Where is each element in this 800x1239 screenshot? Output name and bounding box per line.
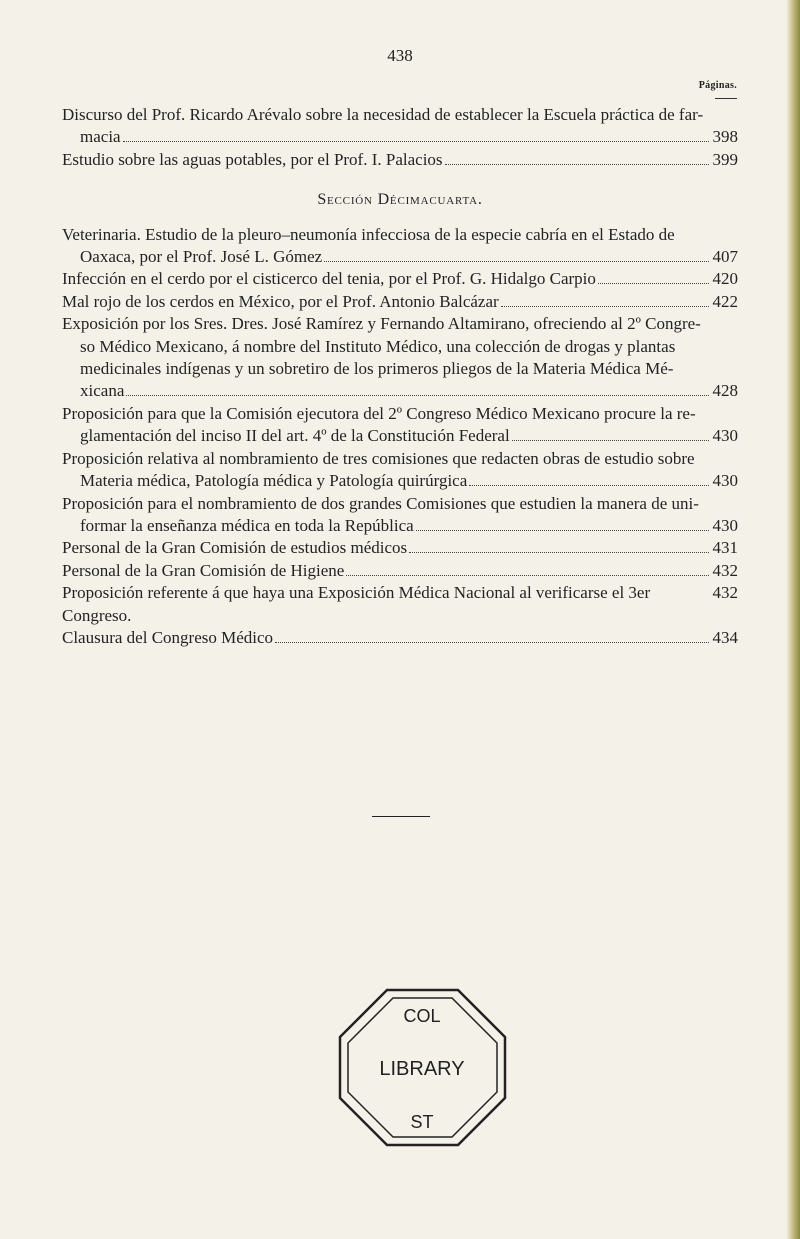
- toc-entry-title: Materia médica, Patología médica y Patología quirúrgica: [80, 471, 468, 491]
- toc-entry: [62, 291, 738, 313]
- toc-entry-last-line: [62, 380, 738, 402]
- toc-page-number: 399: [712, 149, 738, 169]
- toc-entry-last-line: [62, 425, 738, 447]
- toc-entry-line: Veterinaria. Estudio de la pleuro–neumonía infecciosa de la especie cabría en el Estado de: [62, 224, 675, 244]
- toc-entry: [62, 224, 738, 269]
- toc-entry: [62, 560, 738, 582]
- toc-page-number: 420: [712, 269, 738, 289]
- toc-page-number: 407: [712, 247, 738, 267]
- toc-entry-title: xicana: [80, 381, 125, 401]
- toc-page-number: 430: [712, 471, 738, 491]
- toc-entry: [62, 403, 738, 448]
- toc-entry-title: macia: [80, 127, 121, 147]
- toc-entry-last-line: [62, 126, 738, 148]
- toc-page-number: 431: [712, 538, 738, 558]
- stamp-bottom-text: ST: [410, 1112, 434, 1132]
- toc-page-number: 428: [712, 381, 738, 401]
- toc-entry-line: medicinales indígenas y un sobretiro de los primeros pliegos de la Materia Médica Mé-: [80, 359, 674, 379]
- toc-entry: [62, 493, 738, 538]
- dot-leader: [346, 575, 708, 576]
- toc-entry: [62, 268, 738, 290]
- toc-page-number: 432: [712, 560, 738, 580]
- dot-leader: [126, 395, 708, 396]
- dot-leader: [324, 261, 708, 262]
- toc-entry-last-line: [62, 470, 738, 492]
- dot-leader: [512, 440, 709, 441]
- toc-page-number: 430: [712, 426, 738, 446]
- page-edge: [786, 0, 800, 1239]
- toc-entry: [62, 537, 738, 559]
- stamp-middle-text: LIBRARY: [379, 1058, 465, 1080]
- toc-entry: [62, 627, 738, 649]
- dot-leader: [445, 164, 709, 165]
- toc-entry-title: Estudio sobre las aguas potables, por el Prof. I. Palacios: [62, 149, 443, 169]
- toc-entry-line: Discurso del Prof. Ricardo Arévalo sobre la necesidad de establecer la Escuela práctica de far-: [62, 105, 704, 124]
- toc-entry-line: Exposición por los Sres. Dres. José Ramírez y Fernando Altamirano, ofreciendo al 2º Congre-: [62, 314, 701, 334]
- toc-entry-last-line: [62, 560, 738, 582]
- toc-entry-last-line: [62, 291, 738, 313]
- dot-leader: [598, 283, 709, 284]
- paginas-rule: [715, 98, 737, 99]
- section-heading: Sección Décimacuarta.: [317, 191, 483, 209]
- toc-entry-title: Personal de la Gran Comisión de estudios médicos: [62, 538, 408, 558]
- toc-entry: [62, 149, 738, 171]
- dot-leader: [123, 141, 709, 142]
- toc-page-number: 434: [712, 627, 738, 647]
- toc-entry: [62, 104, 738, 149]
- toc-entry-title: Proposición referente á que haya una Exposición Médica Nacional al verificarse el 3er Congreso.: [62, 583, 651, 625]
- toc-entry-title: Personal de la Gran Comisión de Higiene: [62, 560, 345, 580]
- toc-entry: [62, 313, 738, 403]
- stamp-top-text: COL: [403, 1006, 441, 1026]
- toc-entry-last-line: [62, 268, 738, 290]
- toc-entry-title: Infección en el cerdo por el cisticerco del tenia, por el Prof. G. Hidalgo Carpio: [62, 269, 596, 289]
- toc-entry-line: so Médico Mexicano, á nombre del Instituto Médico, una colección de drogas y plantas: [80, 336, 676, 356]
- divider: [372, 816, 430, 817]
- dot-leader: [416, 530, 709, 531]
- toc-entry-last-line: [62, 537, 738, 559]
- toc-page-number: 398: [712, 127, 738, 147]
- dot-leader: [469, 485, 708, 486]
- library-stamp: [335, 980, 510, 1155]
- toc-entry-last-line: [62, 246, 738, 268]
- toc-entry: [62, 448, 738, 493]
- toc-entry-last-line: [62, 515, 738, 537]
- toc-entries: [62, 224, 738, 650]
- paginas-label: Páginas.: [698, 80, 737, 91]
- page-number: 438: [387, 46, 413, 65]
- toc-entry-title: Oaxaca, por el Prof. José L. Gómez: [80, 247, 323, 267]
- toc-entry-last-line: [62, 582, 738, 627]
- toc-entry-line: Proposición para el nombramiento de dos grandes Comisiones que estudien la manera de uni-: [62, 493, 699, 513]
- toc-page-number: 432: [712, 583, 738, 603]
- toc-entry-title: Clausura del Congreso Médico: [62, 627, 274, 647]
- table-of-contents: [62, 104, 738, 649]
- toc-entry-title: Mal rojo de los cerdos en México, por el Prof. Antonio Balcázar: [62, 291, 499, 311]
- dot-leader: [501, 306, 709, 307]
- toc-entry-title: glamentación del inciso II del art. 4º de la Constitución Federal: [80, 426, 510, 446]
- toc-entry-title: formar la enseñanza médica en toda la República: [80, 515, 414, 535]
- toc-entry-line: Proposición para que la Comisión ejecutora del 2º Congreso Médico Mexicano procure la re-: [62, 403, 696, 423]
- toc-entry-last-line: [62, 149, 738, 171]
- toc-page-number: 422: [712, 291, 738, 311]
- dot-leader: [409, 552, 708, 553]
- toc-entry-line: Proposición relativa al nombramiento de tres comisiones que redacten obras de estudio sobre: [62, 448, 695, 468]
- toc-page-number: 430: [712, 515, 738, 535]
- toc-entry: [62, 582, 738, 627]
- dot-leader: [275, 642, 708, 643]
- toc-entry-last-line: [62, 627, 738, 649]
- toc-entries-top: [62, 104, 738, 171]
